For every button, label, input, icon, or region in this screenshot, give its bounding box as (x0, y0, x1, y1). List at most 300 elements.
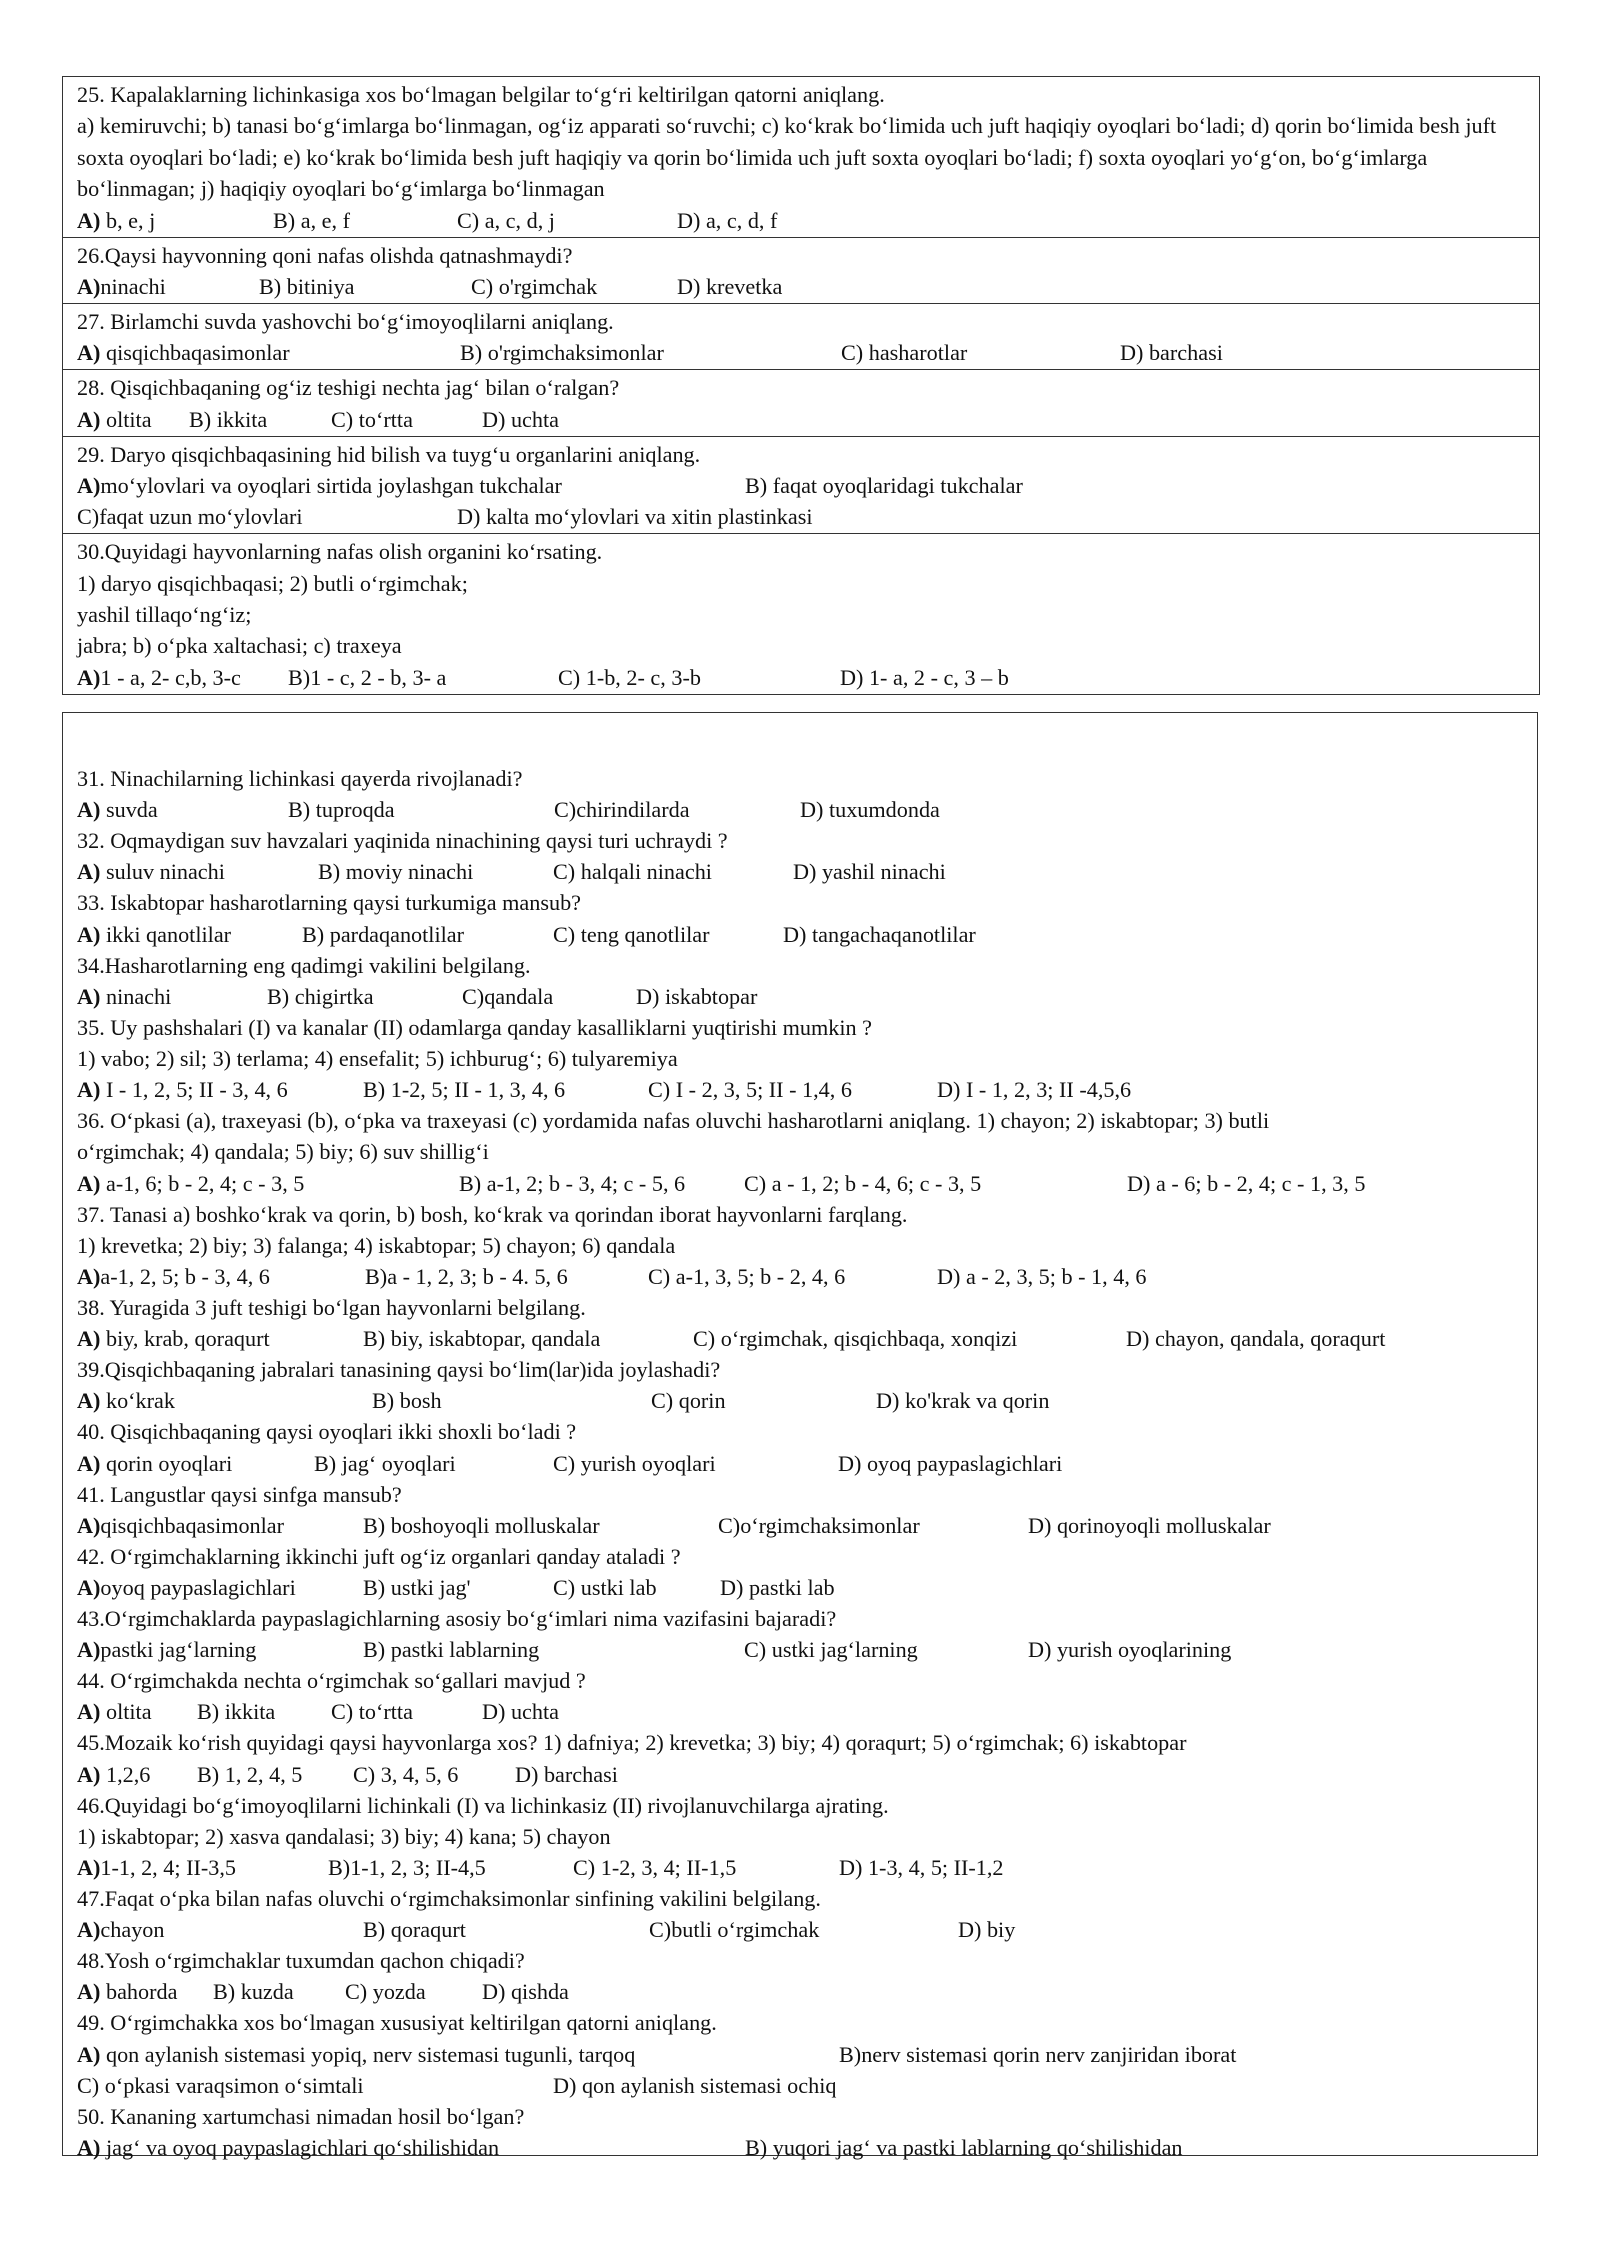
answer-options-row (77, 205, 1525, 236)
answer-option[interactable] (457, 501, 813, 532)
answer-text: B) ikkita (189, 406, 268, 432)
question-text: 41. Langustlar qaysi sinfga mansub? (77, 1481, 402, 1507)
answer-options-row (77, 470, 1525, 501)
answer-option[interactable] (77, 337, 290, 368)
question-block2-16 (77, 1883, 1523, 1945)
question-block2-6 (77, 1199, 1523, 1292)
answer-text: C) o'rgimchak (471, 274, 598, 300)
answer-text: B) biy, iskabtopar, qandala (363, 1326, 601, 1352)
answer-letter: A) (77, 1979, 101, 2005)
question-block2-14 (77, 1727, 1523, 1789)
question-text: 33. Iskabtopar hasharotlarning qaysi turkumiga mansub? (77, 890, 582, 916)
answer-text: D) uchta (482, 406, 560, 432)
answer-option[interactable] (77, 2039, 635, 2070)
answer-option[interactable] (648, 1074, 852, 1105)
answer-text: D) a - 6; b - 2, 4; c - 1, 3, 5 (1127, 1170, 1366, 1196)
answer-text: C) a-1, 3, 5; b - 2, 4, 6 (648, 1264, 846, 1290)
answer-options-row (77, 1914, 1523, 1945)
question-text: 47.Faqat o‘pka bilan nafas oluvchi o‘rgimchaksimonlar sinfining vakilini belgilang. (77, 1886, 821, 1912)
answer-option[interactable] (77, 205, 155, 236)
question-block2-9 (77, 1416, 1523, 1478)
answer-text: B) boshoyoqli molluskalar (363, 1512, 600, 1538)
answer-option[interactable] (720, 1572, 835, 1603)
answer-option[interactable] (1127, 1168, 1365, 1199)
answer-option[interactable] (372, 1385, 442, 1416)
answer-option[interactable] (77, 1074, 288, 1105)
answer-text: B) pardaqanotlilar (302, 921, 465, 947)
answer-text: C) to‘rtta (331, 1699, 413, 1725)
answer-option[interactable] (331, 404, 413, 435)
question-text: 30.Quyidagi hayvonlarning nafas olish organini ko‘rsating. (77, 539, 603, 565)
answer-option[interactable] (553, 919, 710, 950)
answer-text: biy, krab, qoraqurt (100, 1326, 270, 1352)
answer-letter: A) (77, 1388, 101, 1414)
answer-text: C)faqat uzun mo‘ylovlari (77, 504, 303, 530)
answer-option[interactable] (554, 794, 690, 825)
answer-option[interactable] (318, 856, 473, 887)
answer-option[interactable] (77, 981, 171, 1012)
answer-options-row (77, 271, 1525, 302)
question-text: 1) daryo qisqichbaqasi; 2) butli o‘rgimchak; (77, 570, 468, 596)
answer-text: C)butli o‘rgimchak (649, 1917, 820, 1943)
answer-option[interactable] (745, 470, 1023, 501)
answer-text: D) qishda (482, 1979, 569, 2005)
answer-letter: A) (77, 340, 101, 366)
answer-text: chayon (100, 1917, 165, 1943)
question-text: yashil tillaqo‘ng‘iz; (77, 602, 252, 628)
answer-letter: A) (77, 473, 101, 499)
answer-text: D) yashil ninachi (793, 859, 946, 885)
answer-option[interactable] (744, 1168, 981, 1199)
answer-letter: A) (77, 1450, 101, 1476)
question-text: jabra; b) o‘pka xaltachasi; c) traxeya (77, 633, 402, 659)
answer-options-row (77, 1976, 1523, 2007)
question-text: 46.Quyidagi bo‘g‘imoyoqlilarni lichinkali (I) va lichinkasiz (II) rivojlanuvchilarga ajrating. (77, 1792, 889, 1818)
answer-option[interactable] (841, 337, 967, 368)
answer-option[interactable] (197, 1759, 302, 1790)
answer-text: B) jag‘ oyoqlari (314, 1450, 456, 1476)
answer-text: suvda (100, 797, 158, 823)
answer-text: B) pastki lablarning (363, 1637, 540, 1663)
answer-option[interactable] (77, 856, 225, 887)
question-text: 43.O‘rgimchaklarda paypaslagichlarning asosiy bo‘g‘imlari nima vazifasini bajaradi? (77, 1606, 837, 1632)
question-block1-0 (63, 77, 1539, 237)
answer-text: C) halqali ninachi (553, 859, 712, 885)
answer-option[interactable] (839, 2039, 1236, 2070)
answer-option[interactable] (573, 1852, 736, 1883)
answer-option[interactable] (363, 1323, 600, 1354)
answer-option[interactable] (77, 1572, 296, 1603)
answer-option[interactable] (457, 205, 555, 236)
answer-option[interactable] (273, 205, 350, 236)
answer-options-row (77, 1323, 1523, 1354)
answer-text: oltita (100, 406, 152, 432)
answer-option[interactable] (783, 919, 976, 950)
answer-text: C)qandala (462, 983, 554, 1009)
answer-text: ikki qanotlilar (100, 921, 232, 947)
answer-option[interactable] (77, 919, 231, 950)
answer-text: mo‘ylovlari va oyoqlari sirtida joylashgan tukchalar (100, 473, 562, 499)
answer-option[interactable] (937, 1261, 1147, 1292)
answer-text: D) chayon, qandala, qoraqurt (1126, 1326, 1386, 1352)
answer-option[interactable] (649, 1914, 819, 1945)
answer-option[interactable] (77, 1323, 270, 1354)
answer-options-row (77, 1696, 1523, 1727)
answer-option[interactable] (77, 1261, 270, 1292)
answer-options-row (77, 662, 1525, 693)
answer-option[interactable] (77, 1634, 256, 1665)
answer-letter: A) (77, 797, 101, 823)
question-text: 25. Kapalaklarning lichinkasiga xos bo‘lmagan belgilar to‘g‘ri keltirilgan qatorni aniqlang. (77, 82, 885, 107)
answer-option[interactable] (77, 1448, 232, 1479)
answer-text: D) tuxumdonda (800, 797, 940, 823)
answer-letter: A) (77, 2041, 101, 2067)
answer-option[interactable] (677, 271, 782, 302)
answer-options-row (77, 1759, 1523, 1790)
answer-letter: A) (77, 1637, 101, 1663)
question-text: 32. Oqmaydigan suv havzalari yaqinida ninachining qaysi turi uchraydi ? (77, 828, 728, 854)
answer-text: B) qoraqurt (363, 1917, 466, 1943)
answer-option[interactable] (77, 1914, 165, 1945)
answer-text: C) o‘rgimchak, qisqichbaqa, xonqizi (693, 1326, 1018, 1352)
answer-options-row (77, 1510, 1523, 1541)
question-text: 27. Birlamchi suvda yashovchi bo‘g‘imoyoqlilarni aniqlang. (77, 309, 614, 335)
answer-option[interactable] (197, 1696, 275, 1727)
answer-option[interactable] (259, 271, 355, 302)
answer-options-row (77, 1572, 1523, 1603)
answer-option[interactable] (365, 1261, 568, 1292)
answer-option[interactable] (462, 981, 553, 1012)
answer-text: oltita (100, 1699, 152, 1725)
answer-option[interactable] (1028, 1634, 1231, 1665)
answer-text: B) chigirtka (267, 983, 374, 1009)
answer-option[interactable] (331, 1696, 413, 1727)
answer-option[interactable] (363, 1510, 600, 1541)
answer-options-row (77, 1634, 1523, 1665)
answer-option[interactable] (793, 856, 946, 887)
answer-text: B)a - 1, 2, 3; b - 4. 5, 6 (365, 1264, 568, 1290)
answer-text: ninachi (100, 274, 166, 300)
question-block2-2 (77, 887, 1523, 949)
answer-letter: A) (77, 859, 101, 885)
answer-text: 1-1, 2, 4; II-3,5 (100, 1855, 236, 1881)
answer-text: C) a - 1, 2; b - 4, 6; c - 3, 5 (744, 1170, 982, 1196)
answer-text: 1,2,6 (100, 1761, 151, 1787)
answer-letter: A) (77, 1326, 101, 1352)
answer-text: D) barchasi (515, 1761, 618, 1787)
answer-option[interactable] (482, 1976, 569, 2007)
answer-text: B)1-1, 2, 3; II-4,5 (328, 1855, 486, 1881)
answer-option[interactable] (77, 1852, 236, 1883)
answer-option[interactable] (77, 501, 303, 532)
answer-option[interactable] (77, 1168, 304, 1199)
answer-option[interactable] (77, 2070, 364, 2101)
answer-option[interactable] (515, 1759, 618, 1790)
answer-text: D) 1-3, 4, 5; II-1,2 (839, 1855, 1004, 1881)
answer-option[interactable] (876, 1385, 1049, 1416)
answer-text: C) I - 2, 3, 5; II - 1,4, 6 (648, 1077, 852, 1103)
answer-option[interactable] (77, 1976, 177, 2007)
answer-text: a-1, 2, 5; b - 3, 4, 6 (100, 1264, 270, 1290)
answer-option[interactable] (189, 404, 267, 435)
answer-text: D) I - 1, 2, 3; II -4,5,6 (937, 1077, 1132, 1103)
question-block2-3 (77, 950, 1523, 1012)
answer-option[interactable] (363, 1634, 539, 1665)
answer-text: B) tuproqda (288, 797, 395, 823)
questions-table-25-30 (62, 76, 1540, 695)
answer-text: B) ustki jag' (363, 1575, 471, 1601)
question-block2-5 (77, 1105, 1523, 1198)
answer-text: D) 1- a, 2 - c, 3 – b (840, 664, 1009, 690)
question-block2-0 (77, 763, 1523, 825)
answer-option[interactable] (267, 981, 374, 1012)
answer-option[interactable] (77, 470, 562, 501)
question-text: 39.Qisqichbaqaning jabralari tanasining qaysi bo‘lim(lar)ida joylashadi? (77, 1357, 721, 1383)
answer-letter: A) (77, 1699, 101, 1725)
answer-text: B) moviy ninachi (318, 859, 474, 885)
answer-option[interactable] (553, 1448, 716, 1479)
answer-text: D) tangachaqanotlilar (783, 921, 976, 947)
answer-text: C) 1-b, 2- c, 3-b (558, 664, 701, 690)
answer-options-row (77, 2132, 1523, 2163)
answer-text: D) pastki lab (720, 1575, 835, 1601)
question-text: 49. O‘rgimchakka xos bo‘lmagan xususiyat keltirilgan qatorni aniqlang. (77, 2010, 717, 2036)
answer-options-row (77, 1261, 1523, 1292)
answer-option[interactable] (745, 2132, 1183, 2163)
answer-text: B) o'rgimchaksimonlar (460, 340, 664, 366)
answer-option[interactable] (838, 1448, 1062, 1479)
answer-option[interactable] (77, 1385, 175, 1416)
answer-text: B) kuzda (213, 1979, 294, 2005)
question-text: 50. Kananing xartumchasi nimadan hosil bo‘lgan? (77, 2103, 525, 2129)
answer-text: B) faqat oyoqlaridagi tukchalar (745, 473, 1023, 499)
answer-option[interactable] (553, 2070, 836, 2101)
question-text: o‘rgimchak; 4) qandala; 5) biy; 6) suv shillig‘i (77, 1139, 489, 1165)
answer-option[interactable] (345, 1976, 426, 2007)
answer-option[interactable] (288, 662, 446, 693)
answer-text: C)o‘rgimchaksimonlar (718, 1512, 920, 1538)
answer-text: jag‘ va oyoq paypaslagichlari qo‘shilishidan (100, 2134, 500, 2160)
answer-option[interactable] (648, 1261, 845, 1292)
answer-letter: A) (77, 1512, 101, 1538)
question-text: 37. Tanasi a) boshko‘krak va qorin, b) bosh, ko‘krak va qorindan iborat hayvonlarni farqlang. (77, 1201, 908, 1227)
answer-text: D) a - 2, 3, 5; b - 1, 4, 6 (937, 1264, 1147, 1290)
answer-text: D) uchta (482, 1699, 560, 1725)
answer-letter: A) (77, 921, 101, 947)
question-block1-1 (63, 237, 1539, 303)
answer-text: D) qon aylanish sistemasi ochiq (553, 2072, 837, 2098)
answer-option[interactable] (1028, 1510, 1271, 1541)
answer-option[interactable] (77, 1759, 150, 1790)
answer-option[interactable] (553, 856, 712, 887)
answer-text: C) o‘pkasi varaqsimon o‘simtali (77, 2072, 364, 2098)
answer-text: C) qorin (651, 1388, 726, 1414)
answer-text: ko‘krak (100, 1388, 175, 1414)
answer-text: qisqichbaqasimonlar (100, 340, 290, 366)
question-text: 40. Qisqichbaqaning qaysi oyoqlari ikki shoxli bo‘ladi ? (77, 1419, 577, 1445)
answer-option[interactable] (77, 794, 158, 825)
answer-text: C) teng qanotlilar (553, 921, 710, 947)
answer-text: B) 1, 2, 4, 5 (197, 1761, 303, 1787)
question-text: 1) vabo; 2) sil; 3) terlama; 4) ensefalit; 5) ichburug‘; 6) tulyaremiya (77, 1046, 678, 1072)
question-block2-15 (77, 1790, 1523, 1883)
answer-options-row (77, 794, 1523, 825)
answer-option[interactable] (693, 1323, 1017, 1354)
answer-letter: A) (77, 1077, 101, 1103)
question-text: 1) krevetka; 2) biy; 3) falanga; 4) iskabtopar; 5) chayon; 6) qandala (77, 1232, 676, 1258)
answer-letter: A) (77, 2134, 101, 2160)
answer-letter: A) (77, 983, 101, 1009)
answer-text: D) yurish oyoqlarining (1028, 1637, 1232, 1663)
answer-text: D) krevetka (677, 274, 783, 300)
answer-option[interactable] (958, 1914, 1015, 1945)
question-text: 45.Mozaik ko‘rish quyidagi qaysi hayvonlarga xos? 1) dafniya; 2) krevetka; 3) biy; 4) qoraqurt; 5) o‘rgimchak; 6) iskabtopar (77, 1730, 1187, 1756)
answer-options-row (77, 1168, 1523, 1199)
question-text: 48.Yosh o‘rgimchaklar tuxumdan qachon chiqadi? (77, 1948, 525, 1974)
answer-option[interactable] (328, 1852, 486, 1883)
question-block2-18 (77, 2007, 1523, 2100)
answer-options-row (77, 1852, 1523, 1883)
answer-option[interactable] (460, 337, 664, 368)
answer-text: C) yurish oyoqlari (553, 1450, 716, 1476)
answer-option[interactable] (1120, 337, 1223, 368)
answer-option[interactable] (482, 1696, 559, 1727)
answer-option[interactable] (77, 1510, 284, 1541)
question-block1-2 (63, 303, 1539, 369)
question-text: 38. Yuragida 3 juft teshigi bo‘lgan hayvonlarni belgilang. (77, 1295, 586, 1321)
answer-text: I - 1, 2, 5; II - 3, 4, 6 (100, 1077, 288, 1103)
answer-option[interactable] (77, 404, 152, 435)
answer-option[interactable] (840, 662, 1009, 693)
answer-option[interactable] (314, 1448, 456, 1479)
answer-text: B) ikkita (197, 1699, 276, 1725)
answer-option[interactable] (353, 1759, 458, 1790)
answer-option[interactable] (363, 1074, 565, 1105)
question-block2-8 (77, 1354, 1523, 1416)
answer-options-row (77, 856, 1523, 887)
answer-letter: A) (77, 274, 101, 300)
answer-option[interactable] (77, 1696, 152, 1727)
answer-options-row (77, 1074, 1523, 1105)
answer-option[interactable] (77, 2132, 499, 2163)
answer-text: D) kalta mo‘ylovlari va xitin plastinkasi (457, 504, 813, 530)
answer-text: B) bitiniya (259, 274, 355, 300)
question-block2-19 (77, 2101, 1523, 2163)
questions-box-31-50 (62, 712, 1538, 2160)
question-text: 31. Ninachilarning lichinkasi qayerda rivojlanadi? (77, 766, 523, 791)
answer-text: B) a-1, 2; b - 3, 4; c - 5, 6 (459, 1170, 686, 1196)
answer-text: C) hasharotlar (841, 340, 968, 366)
answer-text: bahorda (100, 1979, 178, 2005)
answer-option[interactable] (213, 1976, 294, 2007)
answer-options-row (77, 337, 1525, 368)
answer-option[interactable] (77, 662, 241, 693)
question-block2-7 (77, 1292, 1523, 1354)
question-block1-5 (63, 533, 1539, 694)
question-text: 35. Uy pashshalari (I) va kanalar (II) odamlarga qanday kasalliklarni yuqtirishi mumkin ? (77, 1014, 873, 1040)
answer-text: B) 1-2, 5; II - 1, 3, 4, 6 (363, 1077, 566, 1103)
question-block1-4 (63, 436, 1539, 533)
answer-letter: A) (77, 1170, 101, 1196)
answer-option[interactable] (288, 794, 395, 825)
question-body: a) kemiruvchi; b) tanasi bo‘g‘imlarga bo‘linmagan, og‘iz apparati so‘ruvchi; c) ko‘krak bo‘limida uch juft haqiqiy oyoqlari bo‘ladi; d) qorin bo‘limida besh juft soxta oyoqlari bo‘ladi; e) ko‘krak bo‘limida besh juft haqiqiy va qorin bo‘limida uch juft soxta oyoqlari bo‘ladi; f) soxta oyoqlari yo‘g‘on, bo‘g‘imlarga bo‘linmagan; j) haqiqiy oyoqlari bo‘g‘imlarga bo‘linmagan (77, 113, 1497, 202)
answer-text: D) a, c, d, f (677, 207, 778, 233)
question-text: 26.Qaysi hayvonning qoni nafas olishda qatnashmaydi? (77, 242, 573, 268)
answer-letter: A) (77, 1761, 101, 1787)
answer-option[interactable] (553, 1572, 657, 1603)
answer-option[interactable] (636, 981, 757, 1012)
answer-letter: A) (77, 1264, 101, 1290)
answer-option[interactable] (744, 1634, 918, 1665)
answer-letter: A) (77, 207, 101, 233)
answer-options-row (77, 2039, 1523, 2070)
question-text: 36. O‘pkasi (a), traxeyasi (b), o‘pka va traxeyasi (c) yordamida nafas oluvchi hasharotlarni aniqlang. 1) chayon; 2) iskabtopar; 3) butli (77, 1108, 1270, 1134)
answer-option[interactable] (1126, 1323, 1385, 1354)
answer-letter: A) (77, 1917, 101, 1943)
answer-text: B) yuqori jag‘ va pastki lablarning qo‘shilishidan (745, 2134, 1183, 2160)
answer-text: C) 3, 4, 5, 6 (353, 1761, 459, 1787)
question-text: 29. Daryo qisqichbaqasining hid bilish va tuyg‘u organlarini aniqlang. (77, 441, 701, 467)
answer-option[interactable] (718, 1510, 920, 1541)
answer-text: B) bosh (372, 1388, 442, 1414)
answer-letter: A) (77, 1575, 101, 1601)
question-text: 34.Hasharotlarning eng qadimgi vakilini belgilang. (77, 952, 531, 978)
answer-text: pastki jag‘larning (100, 1637, 257, 1663)
answer-text: D) biy (958, 1917, 1016, 1943)
answer-option[interactable] (471, 271, 597, 302)
answer-text: B) a, e, f (273, 207, 351, 233)
answer-text: C) 1-2, 3, 4; II-1,5 (573, 1855, 737, 1881)
answer-text: D) oyoq paypaslagichlari (838, 1450, 1063, 1476)
answer-option[interactable] (558, 662, 701, 693)
answer-text: B)1 - c, 2 - b, 3- a (288, 664, 447, 690)
question-block2-13 (77, 1665, 1523, 1727)
answer-option[interactable] (482, 404, 559, 435)
answer-options-row (77, 1448, 1523, 1479)
question-block2-17 (77, 1945, 1523, 2007)
question-block2-12 (77, 1603, 1523, 1665)
answer-option[interactable] (302, 919, 464, 950)
answer-option[interactable] (459, 1168, 685, 1199)
question-text: 44. O‘rgimchakda nechta o‘rgimchak so‘gallari mavjud ? (77, 1668, 586, 1694)
answer-option[interactable] (363, 1572, 471, 1603)
answer-letter: A) (77, 1855, 101, 1881)
answer-text: qon aylanish sistemasi yopiq, nerv sistemasi tugunli, tarqoq (100, 2041, 636, 2067)
answer-letter: A) (77, 406, 101, 432)
answer-text: D) iskabtopar (636, 983, 758, 1009)
answer-option[interactable] (77, 271, 166, 302)
answer-text: suluv ninachi (100, 859, 225, 885)
answer-option[interactable] (937, 1074, 1131, 1105)
answer-option[interactable] (677, 205, 777, 236)
answer-option[interactable] (839, 1852, 1004, 1883)
answer-text: qorin oyoqlari (100, 1450, 233, 1476)
answer-text: 1 - a, 2- c,b, 3-c (100, 664, 241, 690)
answer-option[interactable] (363, 1914, 466, 1945)
question-text: 42. O‘rgimchaklarning ikkinchi juft og‘iz organlari qanday ataladi ? (77, 1543, 681, 1569)
answer-text: a-1, 6; b - 2, 4; c - 3, 5 (100, 1170, 305, 1196)
question-block2-10 (77, 1479, 1523, 1541)
answer-text: C) to‘rtta (331, 406, 413, 432)
answer-text: oyoq paypaslagichlari (100, 1575, 296, 1601)
answer-option[interactable] (800, 794, 940, 825)
answer-options-row (77, 404, 1525, 435)
answer-options-row (77, 981, 1523, 1012)
answer-text: C) ustki lab (553, 1575, 657, 1601)
question-block1-3 (63, 369, 1539, 435)
answer-options-row (77, 1385, 1523, 1416)
answer-option[interactable] (651, 1385, 726, 1416)
